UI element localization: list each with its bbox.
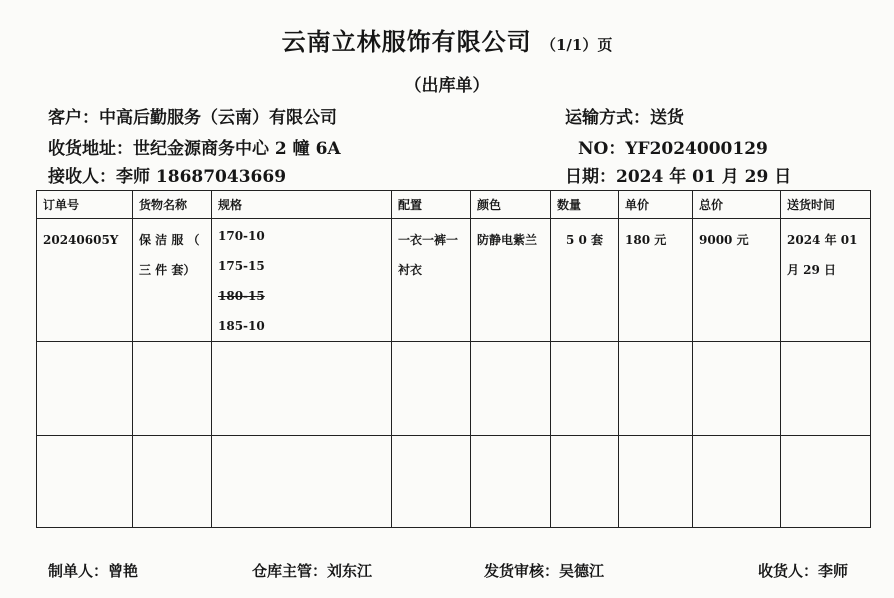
outbound-table: [36, 190, 871, 528]
customer-label: 客户：: [48, 108, 99, 128]
receiver-value: 李师 18687043669: [116, 167, 287, 187]
customer-line: [48, 103, 337, 128]
column-header: 总价: [693, 191, 781, 219]
shipping-line: [565, 103, 684, 128]
column-header: 数量: [551, 191, 619, 219]
consignee-signature: 收货人：李师: [758, 562, 849, 580]
address-value: 世纪金源商务中心 2 幢 6A: [133, 139, 341, 159]
reviewer-signature: 发货审核：吴德江: [484, 562, 605, 580]
customer-value: 中高后勤服务（云南）有限公司: [99, 108, 337, 128]
unit-price-cell: 180 元: [619, 219, 693, 342]
table-row: [37, 219, 871, 342]
order-number-value: YF2024000129: [625, 139, 768, 159]
column-header: 单价: [619, 191, 693, 219]
shipping-label: 运输方式：: [565, 108, 650, 128]
document-title: [0, 22, 894, 57]
spec-cell: [212, 219, 392, 342]
order-number-label: NO：: [578, 139, 626, 159]
address-label: 收货地址：: [48, 139, 133, 159]
column-header: 颜色: [471, 191, 551, 219]
table-row: [37, 342, 871, 436]
document-type: （出库单）: [404, 76, 490, 96]
column-header: 货物名称: [133, 191, 212, 219]
column-header: 规格: [212, 191, 392, 219]
column-header: 订单号: [37, 191, 133, 219]
spec-line: 185-10: [218, 319, 265, 333]
spec-line: 170-10: [218, 229, 265, 243]
page-info: （1/1）页: [541, 36, 613, 54]
date-line: [565, 162, 791, 187]
company-name: 云南立林服饰有限公司: [281, 27, 532, 56]
quantity-cell: 5 0 套: [551, 219, 619, 342]
shipping-value: 送货: [650, 108, 684, 128]
column-header: 送货时间: [781, 191, 871, 219]
spec-line: 180-15: [218, 289, 265, 303]
column-header: 配置: [392, 191, 471, 219]
warehouse-manager-signature: 仓库主管：刘东江: [252, 562, 373, 580]
receiver-line: [48, 162, 286, 187]
item-name-cell: 保 洁 服 （ 三 件 套）: [133, 219, 212, 342]
date-label: 日期：: [565, 167, 616, 187]
address-line: [48, 134, 341, 159]
date-value: 2024 年 01 月 29 日: [616, 167, 792, 187]
maker-signature: 制单人：曾艳: [48, 562, 139, 580]
config-cell: 一衣一裤一衬衣: [392, 219, 471, 342]
delivery-time-cell: 2024 年 01 月 29 日: [781, 219, 871, 342]
order-number-line: [578, 134, 768, 159]
receiver-label: 接收人：: [48, 167, 116, 187]
order-no-cell: 20240605Y: [37, 219, 133, 342]
table-row: [37, 436, 871, 528]
color-cell: 防静电紫兰: [471, 219, 551, 342]
spec-line: 175-15: [218, 259, 265, 273]
table-header-row: [37, 191, 871, 219]
total-cell: 9000 元: [693, 219, 781, 342]
